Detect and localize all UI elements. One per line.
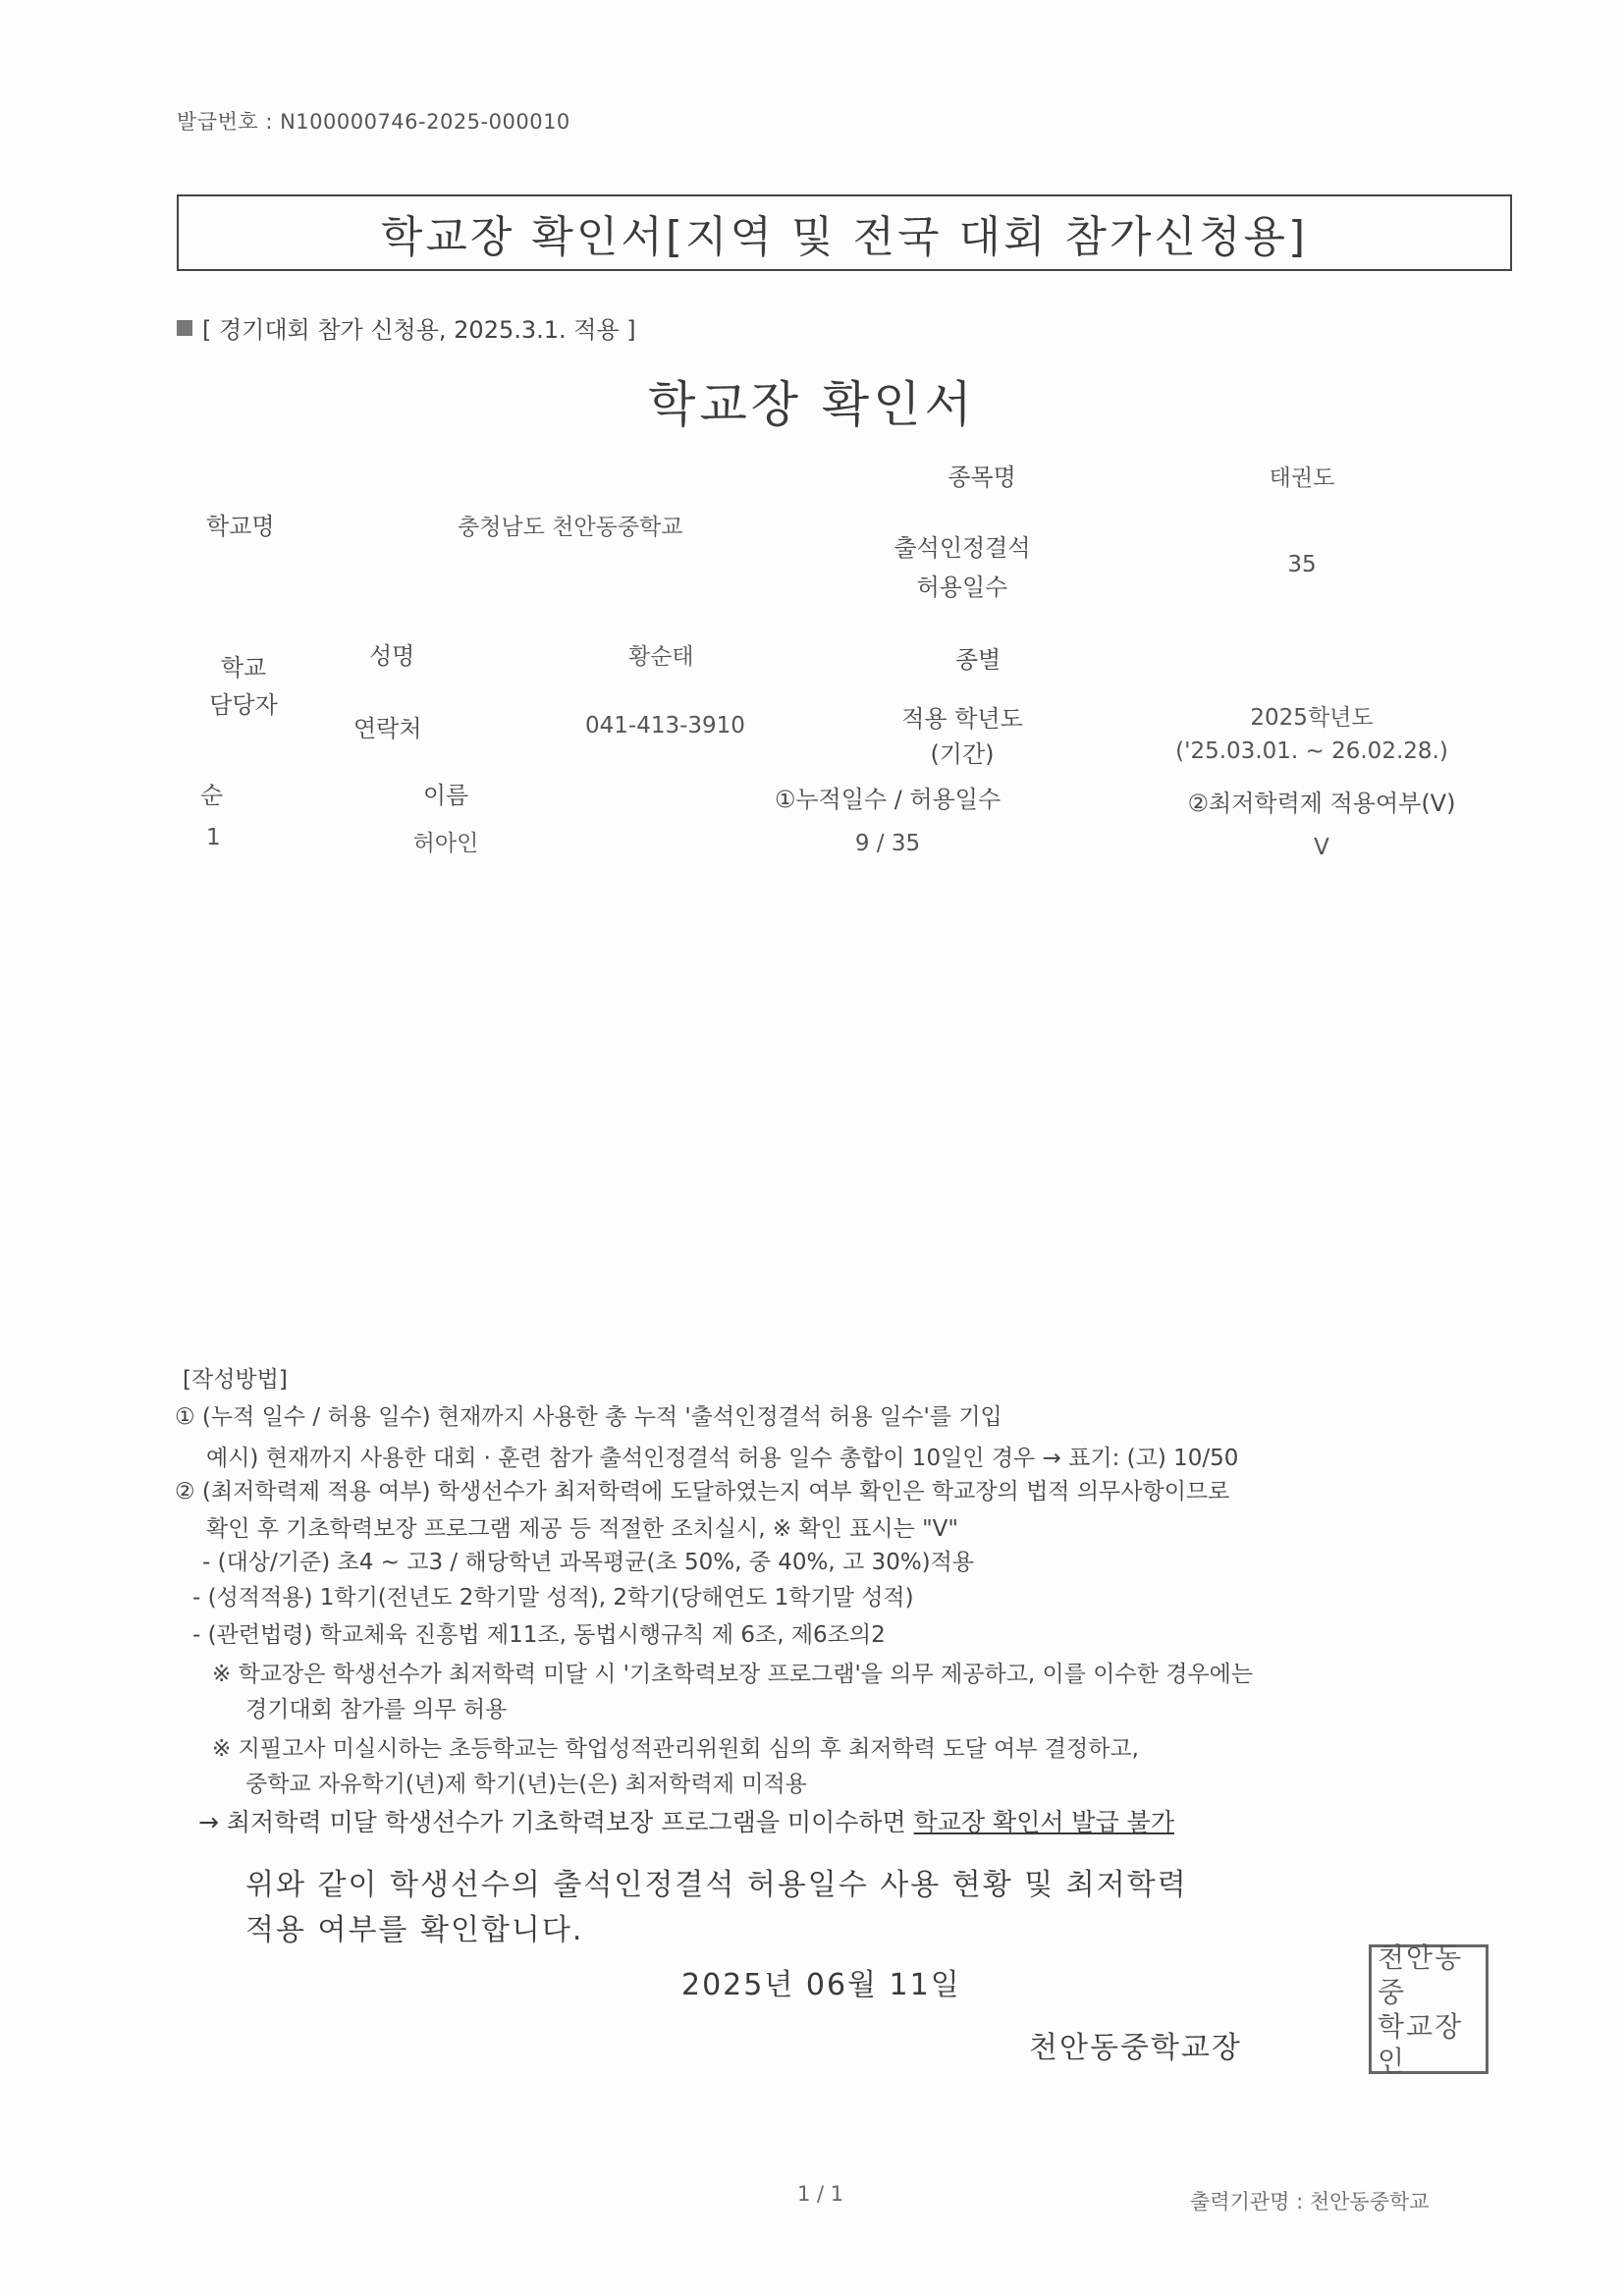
table-header-no: 순 (200, 782, 224, 809)
confirmation-line-2: 적용 여부를 확인합니다. (245, 1913, 584, 1947)
guide-line: ※ 학교장은 학생선수가 최저학력 미달 시 '기초학력보장 프로그램'을 의무 제공하고, 이를 이수한 경우에는 (212, 1662, 1254, 1687)
arrow-line-underlined: 학교장 확인서 발급 불가 (913, 1808, 1174, 1836)
sport-value: 태권도 (1269, 465, 1335, 491)
guide-line: 경기대회 참가를 의무 허용 (245, 1697, 508, 1722)
document-title: 학교장 확인서 (648, 376, 976, 433)
attendance-value: 35 (1287, 552, 1317, 577)
signer: 천안동중학교장 (1029, 2031, 1242, 2065)
issue-number: 발급번호 : N100000746-2025-000010 (177, 110, 570, 134)
year-label-2: (기간) (930, 740, 995, 768)
year-value-2: ('25.03.01. ~ 26.02.28.) (1175, 738, 1448, 764)
guide-line: ※ 지필고사 미실시하는 초등학교는 학업성적관리위원회 심의 후 최저학력 도달 여부 결정하고, (212, 1736, 1139, 1762)
confirmation-line-1: 위와 같이 학생선수의 출석인정결석 허용일수 사용 현황 및 최저학력 (245, 1868, 1188, 1902)
guide-line: - (관련법령) 학교체육 진흥법 제11조, 동법시행규칙 제 6조, 제6조의2 (192, 1622, 886, 1648)
subheading (177, 310, 636, 345)
year-label-1: 적용 학년도 (901, 705, 1023, 733)
contact-label: 연락처 (353, 715, 422, 742)
row-name: 허아인 (412, 831, 479, 856)
school-value: 충청남도 천안동중학교 (458, 515, 683, 540)
contact-value: 041-413-3910 (585, 713, 745, 738)
table-header-applied: ②최저학력제 적용여부(V) (1187, 790, 1456, 817)
table-header-days: ①누적일수 / 허용일수 (774, 786, 1001, 813)
guide-line: 중학교 자유학기(년)제 학기(년)는(은) 최저학력제 미적용 (245, 1772, 807, 1797)
seal-text-2: 학교장인 (1378, 2010, 1464, 2077)
guide-line: - (성적적용) 1학기(전년도 2학기말 성적), 2학기(당해연도 1학기말 성적) (192, 1585, 914, 1611)
school-label: 학교명 (206, 513, 275, 540)
main-title: 학교장 확인서[지역 및 전국 대회 참가신청용] (177, 194, 1512, 271)
table-header-name: 이름 (422, 782, 469, 809)
name-value: 황순태 (628, 644, 694, 670)
year-value-1: 2025학년도 (1250, 705, 1374, 731)
manager-label-1: 학교 (220, 654, 267, 682)
guide-line: 확인 후 기초학력보장 프로그램 제공 등 적절한 조치실시, ※ 확인 표시는 "V" (206, 1516, 959, 1542)
guide-heading: [작성방법] (183, 1367, 288, 1393)
subheading-text: [ 경기대회 참가 신청용, 2025.3.1. 적용 ] (202, 316, 636, 344)
row-no: 1 (206, 825, 221, 850)
row-applied: V (1314, 835, 1329, 860)
school-seal (1369, 1941, 1489, 2077)
guide-line: - (대상/기준) 초4 ~ 고3 / 해당학년 과목평균(초 50%, 중 40%, 고 30%)적용 (202, 1550, 975, 1575)
issuer: 출력기관명 : 천안동중학교 (1190, 2190, 1430, 2214)
guide-line: ② (최저학력제 적용 여부) 학생선수가 최저학력에 도달하였는지 여부 확인은 학교장의 법적 의무사항이므로 (175, 1479, 1230, 1504)
page-number: 1 / 1 (797, 2182, 844, 2206)
issue-date: 2025년 06월 11일 (681, 1968, 961, 2002)
arrow-line-text: → 최저학력 미달 학생선수가 기초학력보장 프로그램을 미이수하면 (198, 1808, 914, 1836)
sport-label: 종목명 (947, 464, 1016, 491)
attendance-label-1: 출석인정결석 (893, 534, 1031, 562)
attendance-label-2: 허용일수 (916, 574, 1008, 601)
guide-line: 예시) 현재까지 사용한 대회 · 훈련 참가 출석인정결석 허용 일수 총합이 10일인 경우 → 표기: (고) 10/50 (206, 1446, 1239, 1471)
guide-arrow-line (198, 1803, 1174, 1838)
manager-label-2: 담당자 (209, 691, 278, 719)
row-days: 9 / 35 (854, 831, 921, 856)
square-bullet-icon (177, 320, 192, 336)
seal-text-1: 천안동중 (1378, 1941, 1464, 2008)
guide-line: ① (누적 일수 / 허용 일수) 현재까지 사용한 총 누적 '출석인정결석 허용 일수'를 기입 (175, 1404, 1002, 1430)
name-label: 성명 (369, 642, 415, 670)
category-label: 종별 (954, 646, 1001, 674)
